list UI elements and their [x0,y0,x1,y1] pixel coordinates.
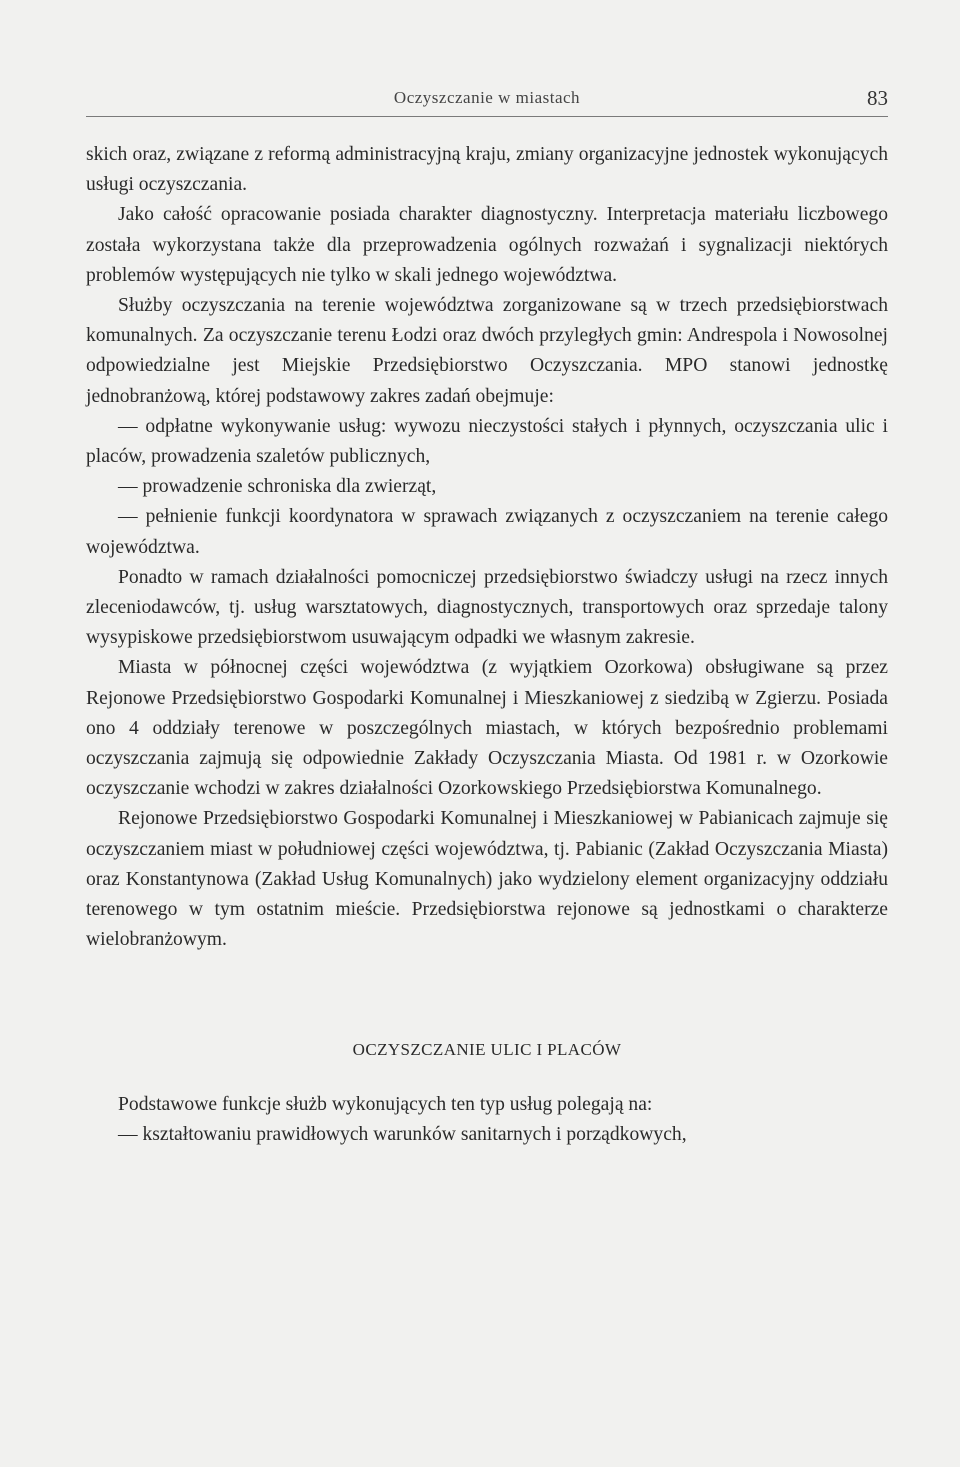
list-item: — pełnienie funkcji koordynatora w sprawach związanych z oczyszczaniem na terenie całego województwa. [86,506,888,558]
paragraph: Podstawowe funkcje służb wykonujących ten typ usług polegają na: [118,1093,653,1115]
running-title: Oczyszczanie w miastach [393,88,581,107]
body-text [86,116,888,1150]
list-item: — odpłatne wykonywanie usług: wywozu nieczystości stałych i płynnych, oczyszczania ulic i placów, prowadzenia szaletów publicznych, [86,415,888,468]
paragraph: Rejonowe Przedsiębiorstwo Gospodarki Komunalnej i Mieszkaniowej w Pabianicach zajmuje się oczyszczaniem miast w południowej części województwa, tj. Pabianic (Zakład Oczyszczania Miasta) oraz Konstantynowa (Zakład Usług Komunalnych) jako wydzielony element organizacyjny oddziału terenowego w tym ostatnim mieście. Przedsiębiorstwa rejonowe są jednostkami o charakterze wielobranżowym. [86,808,888,951]
list-item: — prowadzenie schroniska dla zwierząt, [118,476,437,498]
header-rule [86,116,888,117]
page-number: 83 [867,86,888,110]
list-item: — kształtowaniu prawidłowych warunków sanitarnych i porządkowych, [118,1123,687,1145]
paragraph-continued: skich oraz, związane z reformą administracyjną kraju, zmiany organizacyjne jednostek wykonujących usługi oczyszczania. [86,144,888,196]
section-heading: OCZYSZCZANIE ULIC I PLACÓW [352,1040,622,1060]
paragraph: Służby oczyszczania na terenie województwa zorganizowane są w trzech przedsiębiorstwach komunalnych. Za oczyszczanie terenu Łodzi oraz dwóch przyległych gmin: Andrespola i Nowosolnej odpowiedzialne jest Miejskie Przedsiębiorstwo Oczyszczania. MPO stanowi jednostkę jednobranżową, której podstawowy zakres zadań obejmuje: [86,295,888,407]
paragraph: Ponadto w ramach działalności pomocniczej przedsiębiorstwo świadczy usługi na rzecz innych zleceniodawców, tj. usług warsztatowych, diagnostycznych, transportowych oraz sprzedaje talony wysypiskowe przedsiębiorstwom usuwającym odpadki we własnym zakresie. [86,566,888,649]
running-header [86,0,888,116]
paragraph: Miasta w północnej części województwa (z wyjątkiem Ozorkowa) obsługiwane są przez Rejonowe Przedsiębiorstwo Gospodarki Komunalnej i Mieszkaniowej z siedzibą w Zgierzu. Posiada ono 4 oddziały terenowe w poszczególnych miastach, w których bezpośrednio problemami oczyszczania zajmują się odpowiednie Zakłady Oczyszczania Miasta. Od 1981 r. w Ozorkowie oczyszczanie wchodzi w zakres działalności Ozorkowskiego Przedsiębiorstwa Komunalnego. [86,657,888,800]
paragraph: Jako całość opracowanie posiada charakter diagnostyczny. Interpretacja materiału liczbowego została wykorzystana także dla przeprowadzenia ogólnych rozważań i sygnalizacji niektórych problemów występujących nie tylko w skali jednego województwa. [86,204,888,286]
